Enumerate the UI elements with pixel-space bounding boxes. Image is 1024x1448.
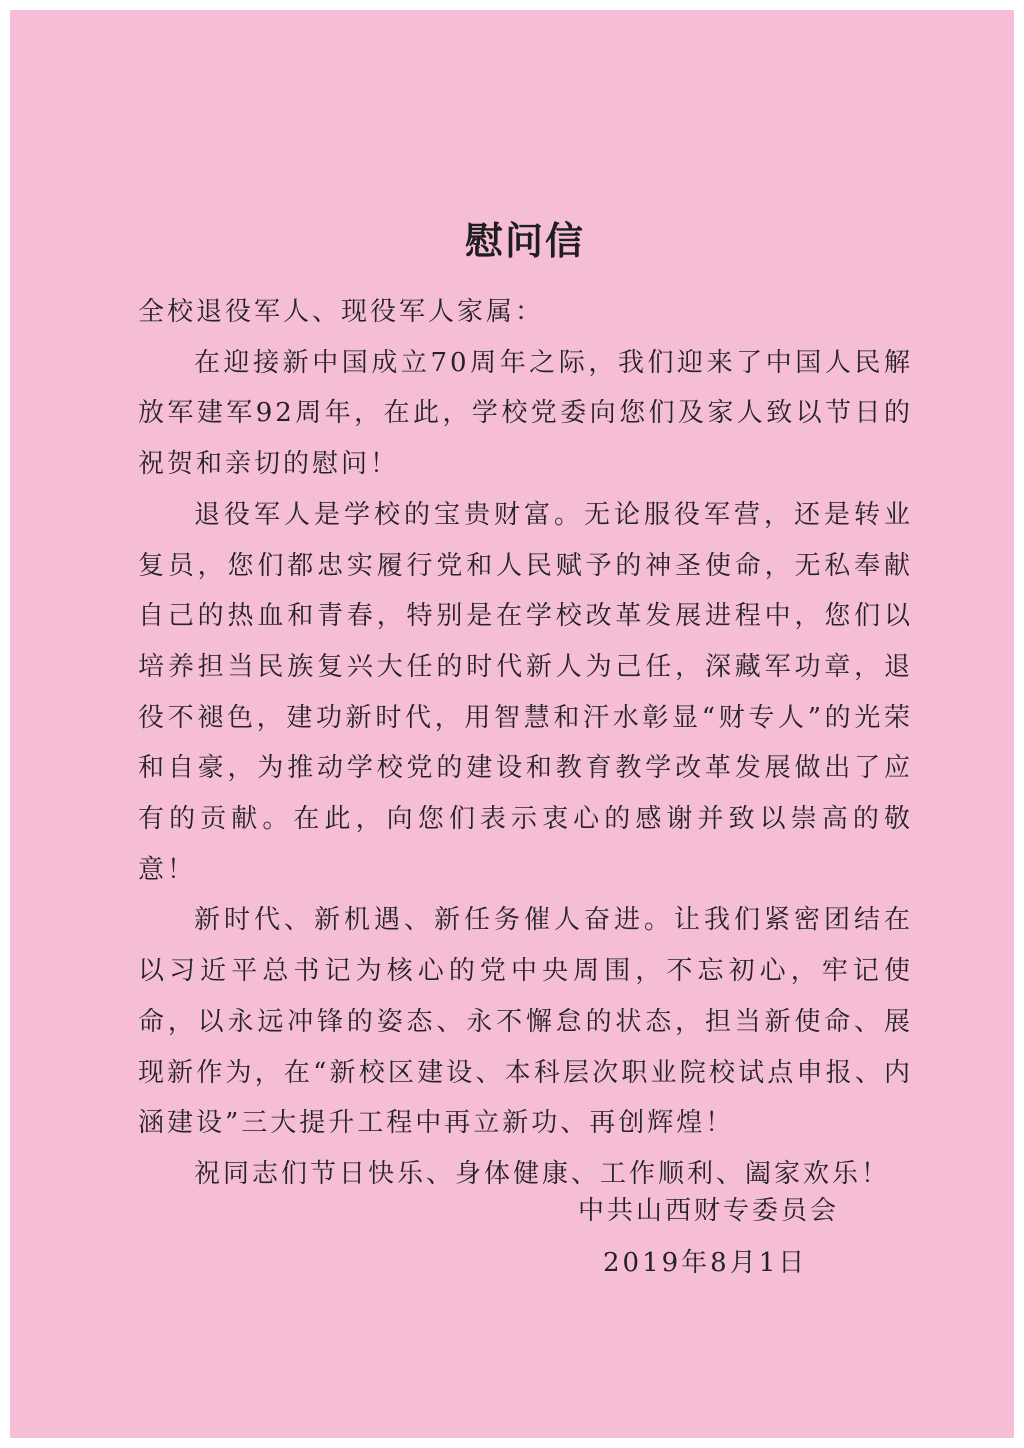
letter-paper [10,10,1014,1438]
paragraph-2: 退役军人是学校的宝贵财富。无论服役军营，还是转业复员，您们都忠实履行党和人民赋予的神圣使命，无私奉献自己的热血和青春，特别是在学校改革发展进程中，您们以培养担当民族复兴大任的时代新人为己任，深藏军功章，退役不褪色，建功新时代，用智慧和汗水彰显“财专人”的光荣和自豪，为推动学校党的建设和教育教学改革发展做出了应有的贡献。在此，向您们表示衷心的感谢并致以崇高的敬意！ [138,499,913,885]
salutation: 全校退役军人、现役军人家属： [138,297,545,327]
paragraph-4: 祝同志们节日快乐、身体健康、工作顺利、阖家欢乐！ [194,1158,891,1189]
paragraph-3: 新时代、新机遇、新任务催人奋进。让我们紧密团结在以习近平总书记为核心的党中央周围，不忘初心，牢记使命，以永远冲锋的姿态、永不懈怠的状态，担当新使命、展现新作为，在“新校区建设、本科层次职业院校试点申报、内涵建设”三大提升工程中再立新功、再创辉煌！ [138,905,913,1139]
paragraph-1: 在迎接新中国成立70周年之际，我们迎来了中国人民解放军建军92周年，在此，学校党委向您们及家人致以节日的祝贺和亲切的慰问！ [138,347,913,480]
letter-body [138,287,913,1200]
letter-title: 慰问信 [464,219,585,263]
signature: 中共山西财专委员会 [578,1196,840,1226]
letter-date: 2019年8月1日 [603,1248,808,1278]
